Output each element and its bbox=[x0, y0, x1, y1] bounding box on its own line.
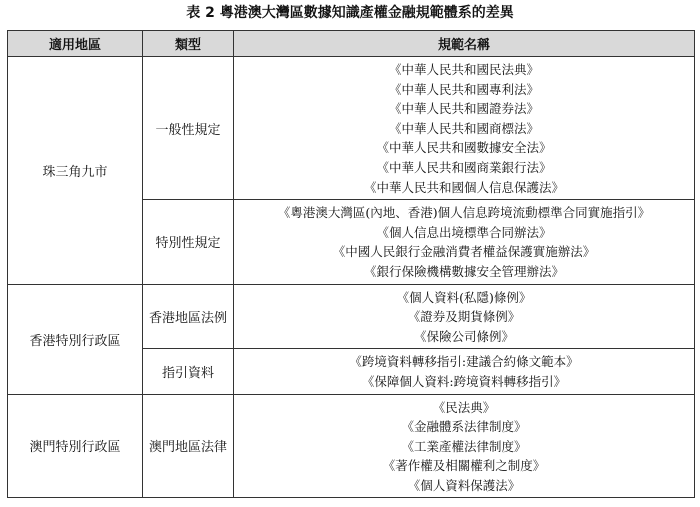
regulation-item: 《中華人民共和國證券法》 bbox=[388, 101, 539, 117]
region-cell: 珠三角九市 bbox=[8, 57, 143, 285]
regulation-item: 《銀行保險機構數據安全管理辦法》 bbox=[363, 263, 564, 279]
region-cell: 香港特別行政區 bbox=[8, 284, 143, 394]
regulation-item: 《個人資料保護法》 bbox=[407, 477, 521, 493]
type-cell: 澳門地區法律 bbox=[143, 394, 234, 498]
type-cell: 一般性規定 bbox=[143, 57, 234, 200]
table-row bbox=[8, 394, 695, 498]
regulation-item: 《個人信息出境標準合同辦法》 bbox=[376, 224, 552, 240]
regulation-item: 《中國人民銀行金融消費者權益保護實施辦法》 bbox=[332, 244, 596, 260]
regulation-item: 《證券及期貨條例》 bbox=[407, 309, 521, 325]
regulation-item: 《中華人民共和國數據安全法》 bbox=[376, 140, 552, 156]
regulation-item: 《跨境資料轉移指引:建議合約條文範本》 bbox=[349, 354, 579, 370]
regulation-item: 《民法典》 bbox=[432, 399, 496, 415]
table-row bbox=[8, 57, 695, 200]
type-cell: 指引資料 bbox=[143, 349, 234, 394]
regulation-item: 《中華人民共和國民法典》 bbox=[388, 62, 539, 77]
header-region: 適用地區 bbox=[8, 31, 143, 57]
header-regulation-name: 規範名稱 bbox=[234, 31, 695, 57]
table-caption: 表 2 粵港澳大灣區數據知識產權金融規範體系的差異 bbox=[186, 5, 514, 21]
regulation-item: 《個人資料(私隱)條例》 bbox=[396, 289, 532, 305]
regulation-item: 《保險公司條例》 bbox=[413, 328, 514, 344]
type-cell: 香港地區法例 bbox=[143, 284, 234, 349]
regulation-list bbox=[234, 284, 695, 349]
regulation-item: 《中華人民共和國商業銀行法》 bbox=[376, 159, 552, 175]
type-cell: 特別性規定 bbox=[143, 200, 234, 284]
regulation-item: 《粵港澳大灣區(內地、香港)個人信息跨境流動標準合同實施指引》 bbox=[277, 205, 651, 221]
regulation-list bbox=[234, 349, 695, 394]
regulation-item: 《中華人民共和國專利法》 bbox=[388, 81, 539, 97]
regulation-list bbox=[234, 200, 695, 284]
regulation-item: 《中華人民共和國商標法》 bbox=[388, 120, 539, 136]
regulation-item: 《金融體系法律制度》 bbox=[401, 419, 527, 435]
regulation-item: 《保障個人資料:跨境資料轉移指引》 bbox=[361, 373, 567, 389]
regulation-item: 《中華人民共和國個人信息保護法》 bbox=[363, 179, 564, 195]
table-row bbox=[8, 284, 695, 349]
regulation-list bbox=[234, 57, 695, 200]
header-type: 類型 bbox=[143, 31, 234, 57]
region-cell: 澳門特別行政區 bbox=[8, 394, 143, 498]
regulation-table bbox=[7, 30, 695, 498]
regulation-item: 《工業產權法律制度》 bbox=[401, 438, 527, 454]
regulation-item: 《著作權及相關權利之制度》 bbox=[382, 458, 546, 474]
header-row bbox=[8, 31, 695, 57]
regulation-list bbox=[234, 394, 695, 498]
